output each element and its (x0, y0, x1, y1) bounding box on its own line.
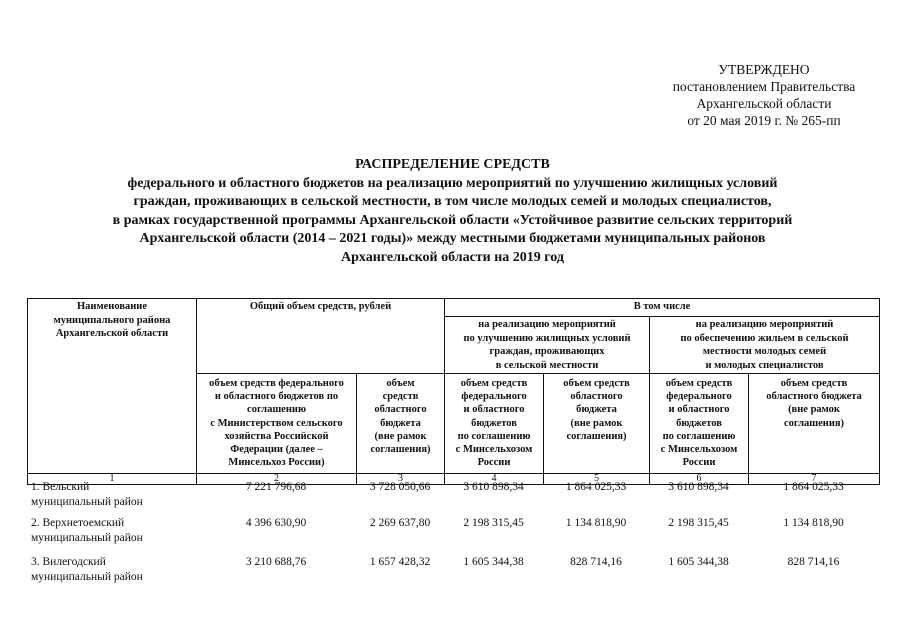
approval-line: Архангельской области (696, 96, 832, 111)
header-line: и областного (463, 404, 525, 416)
header-line: России (682, 457, 716, 469)
value-cell: 828 714,16 (787, 556, 840, 568)
header-line: на реализацию мероприятий (695, 319, 834, 330)
header-line: Минсельхоз России) (228, 457, 325, 469)
header-line: граждан, проживающих (489, 346, 605, 357)
header-line: с Минсельхозом (660, 444, 738, 456)
header-line: с Минсельхозом (455, 444, 533, 456)
title-line: в рамках государственной программы Архангельской области «Устойчивое развитие сельских территорий (112, 212, 793, 228)
value-cell: 1 605 344,38 (463, 556, 524, 568)
district-name (27, 516, 196, 555)
value-cell: 2 269 637,80 (369, 517, 431, 529)
header-line: бюджета (576, 404, 617, 416)
value-cell: 2 198 315,45 (463, 517, 524, 529)
column-number: 1 (28, 474, 197, 485)
header-line: областного (374, 404, 427, 416)
header-line: соглашения) (370, 444, 431, 456)
value-cell: 3 610 898,34 (668, 481, 729, 493)
header-line: и областного бюджетов по (214, 391, 339, 403)
subheader-housing-federal (445, 374, 544, 474)
subheader-housing-regional (544, 374, 650, 474)
district-name-line: муниципальный район (31, 532, 143, 544)
approval-date-number: от 20 мая 2019 г. № 265-пп (687, 113, 841, 128)
subheader-young-regional (749, 374, 880, 474)
header-line: хозяйства Российской (224, 430, 329, 442)
value-cell: 3 610 898,34 (463, 481, 524, 493)
column-number: 3 (357, 474, 445, 485)
header-including (445, 299, 880, 317)
header-line: (вне рамок (788, 404, 840, 416)
title-heading: РАСПРЕДЕЛЕНИЕ СРЕДСТВ (355, 157, 550, 172)
distribution-table-body (27, 480, 879, 593)
value-cell: 1 605 344,38 (668, 556, 729, 568)
header-line: с Министерством сельского (210, 417, 343, 429)
header-line: бюджета (380, 417, 421, 429)
title-line: Архангельской области (2014 – 2021 годы)» между местными бюджетами муниципальных районов (139, 231, 766, 247)
subheader-total-federal (197, 374, 357, 474)
title-line: граждан, проживающих в сельской местности, в том числе молодых семей и молодых специалистов, (133, 194, 772, 210)
column-number: 6 (650, 474, 749, 485)
header-line: В том числе (633, 301, 691, 312)
header-line: объем средств (563, 378, 630, 389)
header-group-housing-improvement (445, 317, 650, 374)
value-cell: 1 864 025,33 (783, 481, 844, 493)
header-line: по обеспечению жильем в сельской (680, 332, 849, 344)
value-cell: 3 728 050,66 (369, 481, 431, 493)
table-row (27, 516, 879, 555)
header-line: Архангельской области (55, 328, 169, 339)
header-line: средств (382, 391, 419, 403)
header-line: по соглашению (457, 430, 531, 442)
header-line: объем средств (780, 378, 848, 389)
header-line: объем (386, 378, 415, 389)
approval-heading: УТВЕРЖДЕНО (718, 62, 810, 77)
header-line: Общий объем средств, рублей (249, 301, 392, 312)
header-line: соглашению (247, 404, 306, 416)
table-row (27, 480, 879, 516)
header-total-amount (197, 299, 445, 374)
subheader-total-regional (357, 374, 445, 474)
header-line: на реализацию мероприятий (478, 319, 616, 330)
value-cell: 3 210 688,76 (245, 556, 307, 568)
district-name (27, 555, 196, 593)
value-cell: 2 198 315,45 (668, 517, 729, 529)
value-cell: 828 714,16 (570, 556, 622, 568)
district-name-line: 2. Верхнетоемский (31, 517, 125, 529)
document-title (0, 156, 905, 268)
header-line: объем средств (665, 378, 733, 389)
header-line: областного (570, 391, 623, 403)
title-line: Архангельской области на 2019 год (340, 249, 564, 265)
subheader-young-federal (650, 374, 749, 474)
column-number: 5 (544, 474, 650, 485)
header-line: по соглашению (662, 430, 736, 442)
header-line: Наименование (77, 301, 147, 312)
district-name-line: муниципальный район (31, 496, 143, 508)
district-name (27, 480, 196, 516)
header-group-young-families (650, 317, 880, 374)
header-line: по улучшению жилищных условий (463, 332, 631, 344)
header-line: местности молодых семей (702, 346, 827, 357)
value-cell: 1 864 025,33 (565, 481, 627, 493)
district-name-line: 3. Вилегодский (31, 556, 106, 568)
header-line: федерального (666, 391, 732, 403)
header-line: (вне рамок (570, 417, 623, 429)
distribution-table-header (27, 298, 880, 485)
district-name-line: 1. Вельский (31, 481, 90, 493)
table-row (27, 555, 879, 593)
value-cell: 7 221 796,68 (245, 481, 307, 493)
header-line: бюджетов (471, 417, 517, 429)
header-line: федерального (461, 391, 527, 403)
title-line: федерального и областного бюджетов на реализацию мероприятий по улучшению жилищных условий (127, 175, 778, 191)
value-cell: 1 134 818,90 (565, 517, 627, 529)
header-line: бюджетов (676, 417, 722, 429)
header-line: Федерации (далее – (230, 444, 323, 456)
header-line: и областного (668, 404, 730, 416)
value-cell: 1 134 818,90 (783, 517, 844, 529)
column-number: 7 (749, 474, 880, 485)
column-number: 2 (197, 474, 357, 485)
header-line: областного бюджета (766, 391, 862, 403)
header-line: в сельской местности (495, 359, 599, 371)
header-line: муниципального района (53, 314, 171, 326)
approval-stamp (658, 61, 870, 129)
header-line: России (477, 457, 511, 469)
header-line: соглашения) (566, 430, 627, 442)
header-line: объем средств федерального (209, 378, 344, 389)
approval-line: постановлением Правительства (672, 79, 856, 94)
header-line: (вне рамок (374, 430, 427, 442)
district-name-line: муниципальный район (31, 571, 143, 583)
header-line: объем средств (460, 378, 528, 389)
header-line: и молодых специалистов (705, 359, 824, 371)
value-cell: 1 657 428,32 (369, 556, 431, 568)
column-number: 4 (445, 474, 544, 485)
value-cell: 4 396 630,90 (245, 517, 307, 529)
header-line: соглашения) (783, 417, 845, 429)
header-district-name (28, 299, 197, 474)
